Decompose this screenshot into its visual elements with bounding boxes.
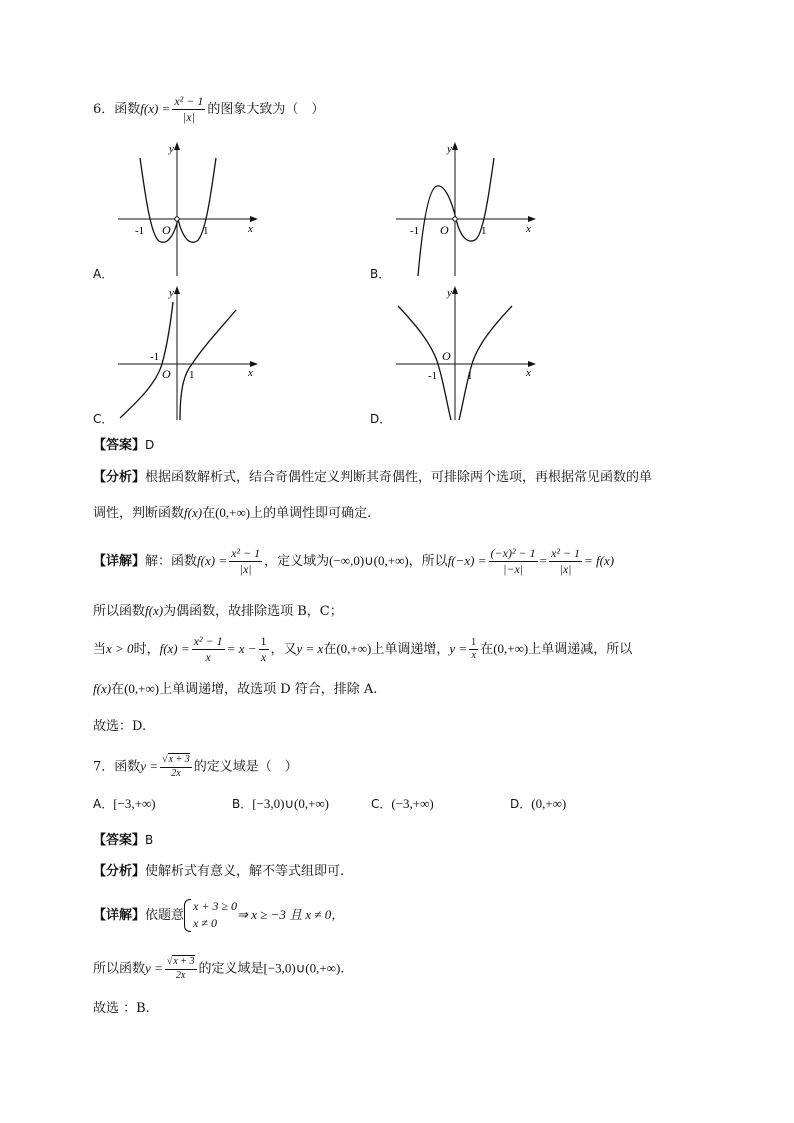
graph-d xyxy=(390,284,540,424)
q6-function-lhs: f(x) = xyxy=(140,101,171,116)
q6-detail-line3: 当x > 0时，f(x) = $\frac{\text{x² − 1}}{x}$ = x − $\frac{1}{x}$ ，又y = x在(0,+∞)上单调递增，y = $\frac{1}{x}$ 在(0,+∞)上单调递减，所以 xyxy=(93,634,633,664)
graph-b-x-label: x xyxy=(526,223,531,235)
analysis-tag: 【分析】 xyxy=(93,470,146,485)
graph-d-y-label: y xyxy=(447,287,452,299)
graph-b xyxy=(390,140,540,280)
q7-option-c: C．(−3,+∞) xyxy=(371,796,434,811)
graph-a-origin: O xyxy=(162,223,171,237)
graph-c-x-label: x xyxy=(248,367,253,379)
graph-a-y-label: y xyxy=(169,143,174,155)
q6-fraction: $\frac{\text{x² − 1}}{|x|}$ xyxy=(174,94,204,124)
q6-choose: 故选：D. xyxy=(93,719,147,734)
option-c-label: C． xyxy=(93,412,114,426)
q6-analysis-line2: 调性，判断函数f(x)在(0,+∞)上的单调性即可确定. xyxy=(93,505,372,521)
q6-analysis-line1: 【分析】根据函数解析式，结合奇偶性定义判断其奇偶性，可排除两个选项，再根据常见函数的单 xyxy=(93,470,653,485)
graph-c xyxy=(112,284,262,424)
answer-tag: 【答案】 xyxy=(93,438,146,453)
q6-stem-tail: 的图象大致为（ ） xyxy=(207,102,325,117)
q7-detail-line1: 【详解】依题意 x + 3 ≥ 0 x ≠ 0 ⇒ x ≥ −3 且 x ≠ 0， xyxy=(93,898,344,933)
graph-a-x-label: x xyxy=(248,223,253,235)
option-d-label: D． xyxy=(370,412,392,426)
q6-detail-line4: f(x)在(0,+∞)上单调递增，故选项 D 符合，排除 A. xyxy=(93,681,378,697)
q6-stem xyxy=(93,94,324,125)
graph-c-origin: O xyxy=(162,367,171,381)
graph-b-origin: O xyxy=(440,223,449,237)
q7-number: 7．函数 xyxy=(93,759,141,775)
detail-tag: 【详解】 xyxy=(93,554,146,569)
graph-b-neg1: -1 xyxy=(410,225,420,237)
q6-number: 6．函数 xyxy=(93,102,141,117)
graph-c-one: 1 xyxy=(189,369,195,381)
q7-stem: 7．函数y = $\frac{√x + 3}{2x}$ 的定义域是（ ） xyxy=(93,754,298,779)
q7-analysis: 【分析】使解析式有意义，解不等式组即可. xyxy=(93,864,345,879)
graph-d-one: 1 xyxy=(467,370,473,382)
graph-c-y-label: y xyxy=(169,287,174,299)
inequality-system: x + 3 ≥ 0 x ≠ 0 xyxy=(184,898,237,933)
q7-option-a: A．[−3,+∞) xyxy=(93,796,156,811)
q7-choose: 故选 ：B. xyxy=(93,1001,150,1016)
q7-stem-tail: 的定义域是（ ） xyxy=(193,759,298,775)
q7-option-b: B．[−3,0)∪(0,+∞) xyxy=(232,796,329,811)
graph-b-one: 1 xyxy=(481,225,487,237)
graph-b-y-label: y xyxy=(447,143,452,155)
q6-answer xyxy=(93,439,154,452)
graph-a-neg1: -1 xyxy=(135,225,145,237)
q6-detail-line2: 所以函数f(x)为偶函数，故排除选项 B，C； xyxy=(93,603,343,619)
graph-d-neg1: -1 xyxy=(428,370,438,382)
graph-d-origin: O xyxy=(442,349,451,363)
option-b-label: B． xyxy=(370,267,391,281)
graph-c-neg1: -1 xyxy=(150,351,160,363)
q7-answer: 【答案】B xyxy=(93,833,154,848)
graph-a-one: 1 xyxy=(203,225,209,237)
answer-value: D xyxy=(145,438,155,452)
graph-d-x-label: x xyxy=(526,367,531,379)
q6-detail-line1: 【详解】解：函数f(x) = $\frac{\text{x² − 1}}{|x|}$ ，定义域为(−∞,0)∪(0,+∞)，所以f(−x) = $\frac{\text{(−x)² − 1}}{|-x|}$ = $\frac{\text{x² − 1}}{|x|}$ = f(x) xyxy=(93,546,615,576)
graph-a xyxy=(112,140,262,280)
q7-option-d: D．(0,+∞) xyxy=(510,796,567,811)
q7-detail-line2: 所以函数y = $\frac{√x + 3}{2x}$ 的定义域是[−3,0)∪(0,+∞). xyxy=(93,956,345,981)
option-a-label: A． xyxy=(93,267,114,281)
